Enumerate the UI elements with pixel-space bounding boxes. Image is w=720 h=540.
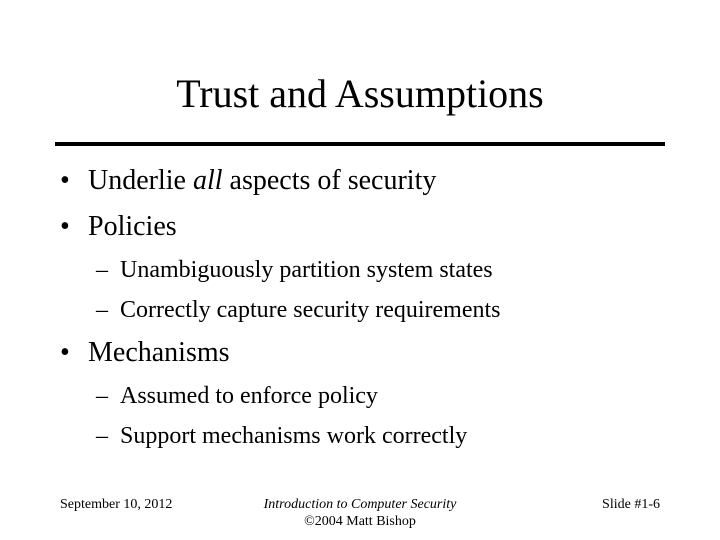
subbullet-capture-requirements (96, 295, 501, 325)
subbullet-text: Support mechanisms work correctly (120, 423, 468, 449)
subbullet-mark: – (96, 297, 108, 323)
footer-slide-number: Slide #1-6 (602, 497, 660, 512)
subbullet-support-mechanisms (96, 421, 467, 451)
subbullet-text: Assumed to enforce policy (120, 383, 378, 409)
subbullet-enforce-policy (96, 381, 378, 411)
bullet-text: Mechanisms (88, 337, 230, 368)
bullet-text: Policies (88, 211, 177, 242)
slide-title: Trust and Assumptions (176, 71, 544, 116)
title-underline (55, 142, 665, 146)
bullet-mechanisms (60, 336, 230, 370)
subbullet-text: Unambiguously partition system states (120, 257, 493, 283)
bullet-mark: • (60, 165, 70, 196)
subbullet-mark: – (96, 257, 108, 283)
subbullet-mark: – (96, 423, 108, 449)
subbullet-text: Correctly capture security requirements (120, 297, 501, 323)
subbullet-partition-states (96, 255, 493, 285)
bullet-underlie (60, 164, 436, 198)
bullet-policies (60, 210, 177, 244)
footer-course-info (210, 496, 510, 530)
bullet-mark: • (60, 211, 70, 242)
bullet-text-emphasis: all (192, 165, 223, 196)
bullet-mark: • (60, 337, 70, 368)
bullet-text-post: aspects of security (222, 165, 437, 196)
footer-date: September 10, 2012 (60, 497, 173, 512)
footer-copyright: ©2004 Matt Bishop (304, 514, 416, 529)
subbullet-mark: – (96, 383, 108, 409)
footer-course-title: Introduction to Computer Security (263, 497, 457, 512)
bullet-text-pre: Underlie (88, 165, 193, 196)
